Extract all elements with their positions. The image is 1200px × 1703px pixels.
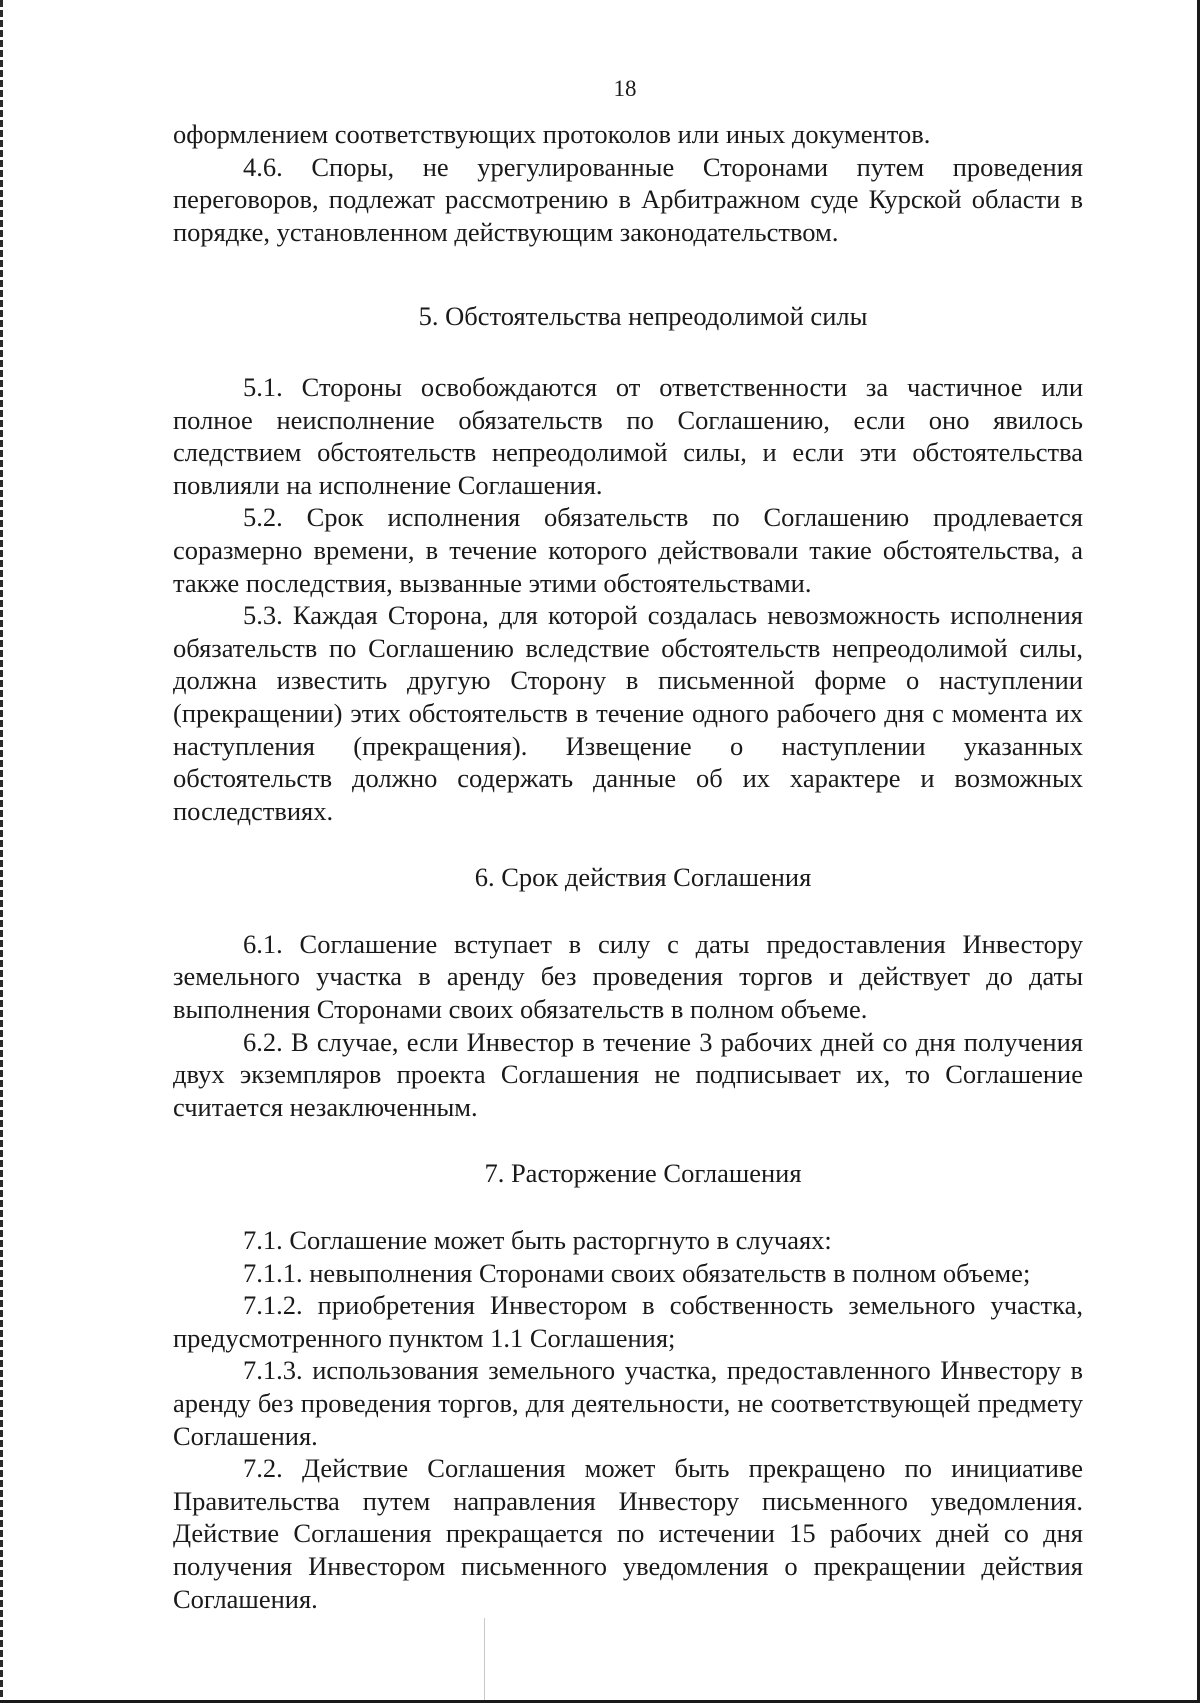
paragraph-7-2: 7.2. Действие Соглашения может быть прекращено по инициативе Правительства путем направления Инвестору письменного уведомления. Действие Соглашения прекращается по истечении 15 рабочих дней со дня получения Инвестором письменного уведомления о прекращении действия Соглашения.	[173, 1453, 1083, 1614]
paragraph-7-1: 7.1. Соглашение может быть расторгнуто в случаях:	[243, 1225, 832, 1256]
fold-line	[484, 1618, 485, 1700]
paragraph-7-1-1: 7.1.1. невыполнения Сторонами своих обязательств в полном объеме;	[243, 1257, 1031, 1288]
paragraph-5-1: 5.1. Стороны освобождаются от ответственности за частичное или полное неисполнение обязательств по Соглашению, если оно явилось следствием обстоятельств непреодолимой силы, и если эти обстоятельства повлияли на исполнение Соглашения.	[173, 371, 1083, 500]
paragraph-5-2: 5.2. Срок исполнения обязательств по Соглашению продлевается соразмерно времени, в течение которого действовали такие обстоятельства, а также последствия, вызванные этими обстоятельствами.	[173, 502, 1083, 598]
paragraph-continuation: оформлением соответствующих протоколов или иных документов.	[173, 119, 931, 149]
paragraph-6-1: 6.1. Соглашение вступает в силу с даты предоставления Инвестору земельного участка в аренду без проведения торгов и действует до даты выполнения Сторонами своих обязательств в полном объеме.	[173, 928, 1083, 1025]
page-number: 18	[613, 76, 637, 101]
paragraph-4-6: 4.6. Споры, не урегулированные Сторонами путем проведения переговоров, подлежат рассмотрению в Арбитражном суде Курской области в порядке, установленном действующим законодательством.	[173, 151, 1083, 247]
document-body	[173, 118, 1083, 1615]
section-heading-6: 6. Срок действия Соглашения	[474, 862, 812, 893]
paragraph-7-1-2: 7.1.2. приобретения Инвестором в собственность земельного участка, предусмотренного пунктом 1.1 Соглашения;	[173, 1290, 1083, 1353]
section-heading-7: 7. Расторжение Соглашения	[484, 1158, 802, 1189]
section-heading-5: 5. Обстоятельства непреодолимой силы	[418, 301, 868, 332]
paragraph-5-3: 5.3. Каждая Сторона, для которой создалась невозможность исполнения обязательств по Соглашению вследствие обстоятельств непреодолимой силы, должна известить другую Сторону в письменной форме о наступлении (прекращении) этих обстоятельств в течение одного рабочего дня с момента их наступления (прекращения). Извещение о наступлении указанных обстоятельств должно содержать данные об их характере и возможных последствиях.	[173, 600, 1083, 826]
paragraph-7-1-3: 7.1.3. использования земельного участка, предоставленного Инвестору в аренду без проведения торгов, для деятельности, не соответствующей предмету Соглашения.	[173, 1355, 1083, 1451]
paragraph-6-2: 6.2. В случае, если Инвестор в течение 3 рабочих дней со дня получения двух экземпляров проекта Соглашения не подписывает их, то Соглашение считается незаключенным.	[173, 1026, 1083, 1122]
scan-edge-left	[0, 0, 3, 1703]
